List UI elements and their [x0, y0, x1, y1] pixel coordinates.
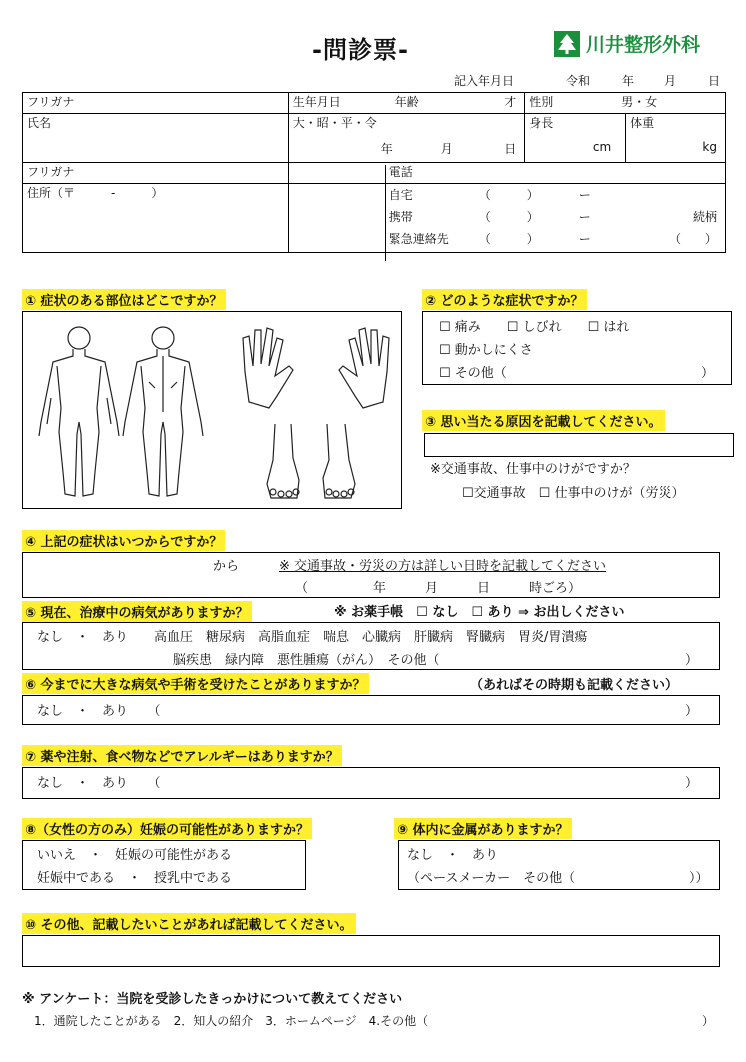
emergency-paren-close: ）	[526, 232, 539, 246]
date-label: 記入年月日	[454, 74, 515, 88]
body-back-icon	[123, 327, 203, 496]
body-diagram-icon	[23, 312, 401, 508]
date-era: 令和	[566, 74, 591, 88]
mobile-dash: ー	[578, 210, 591, 224]
q6-row-close: ）	[685, 704, 699, 719]
q1-label: ① 症状のある部位はどこですか？	[22, 289, 226, 310]
birthdate-age-cell[interactable]	[288, 93, 525, 114]
survey-options[interactable]: 1．通院したことがある 2．知人の紹介 3．ホームページ 4.その他（	[34, 1014, 429, 1028]
height-unit: cm	[592, 140, 612, 154]
personal-info-table	[22, 92, 726, 253]
feet-icon	[267, 424, 355, 498]
furigana2-label: フリガナ	[27, 165, 75, 179]
q5-row2[interactable]: 脳疾患 緑内障 悪性腫瘍（がん） その他（	[173, 653, 440, 668]
mobile-paren-open: （	[478, 210, 491, 224]
furigana-label: フリガナ	[27, 95, 75, 109]
q4-note: ※ 交通事故・労災の方は詳しい日時を記載してください	[279, 559, 607, 574]
q10-other-input[interactable]	[22, 935, 720, 967]
q6-note: （あればその時期も記載ください）	[470, 678, 679, 693]
q10-label: ⑩ その他、記載したいことがあれば記載してください。	[22, 913, 356, 934]
relation-label: 続柄	[692, 210, 717, 224]
q2-options-row1[interactable]: ☐ 痛み ☐ しびれ ☐ はれ	[439, 320, 630, 335]
date-year: 年	[622, 74, 635, 88]
home-paren-close: ）	[526, 188, 539, 202]
age-unit: 才	[504, 95, 517, 109]
q9-metal-box[interactable]	[398, 840, 720, 890]
q5-medicine-notebook[interactable]: ※ お薬手帳 ☐ なし ☐ あり ⇒ お出しください	[334, 605, 625, 620]
mobile-paren-close: ）	[526, 210, 539, 224]
q6-label: ⑥ 今までに大きな病気や手術を受けたことがありますか？	[22, 673, 369, 694]
clinic-name: 川井整形外科	[586, 34, 701, 56]
hands-icon	[243, 328, 389, 408]
birthdate-label: 生年月日	[292, 95, 341, 109]
q9-row2-close: ））	[689, 871, 709, 886]
age-label: 年齢	[394, 95, 419, 109]
q2-symptom-box	[422, 311, 732, 385]
body-front-icon	[39, 327, 119, 496]
furigana-cell[interactable]	[23, 93, 289, 114]
phone-cell[interactable]	[288, 184, 725, 253]
q7-row[interactable]: なし ・ あり （	[37, 776, 161, 791]
survey-close: ）	[702, 1014, 715, 1028]
q3-label: ③ 思い当たる原因を記載してください。	[422, 410, 665, 431]
q4-from: から	[213, 559, 240, 574]
emergency-dash: ー	[578, 232, 591, 246]
era-options[interactable]: 大・昭・平・令	[292, 116, 377, 130]
q8-pregnancy-box[interactable]	[22, 840, 306, 890]
date-day: 日	[708, 74, 721, 88]
survey-title: ※ アンケート：当院を受診したきっかけについて教えてください	[22, 992, 403, 1007]
sex-cell[interactable]	[525, 93, 726, 114]
q2-options-row3[interactable]: ☐ その他（	[439, 366, 507, 381]
address-label: 住所（〒 - ）	[27, 186, 164, 200]
q5-row2-close: ）	[685, 653, 699, 668]
mobile-label: 携帯	[388, 210, 413, 224]
q7-label: ⑦ 薬や注射、食べ物などでアレルギーはありますか？	[22, 745, 342, 766]
q9-row2[interactable]: （ペースメーカー その他（	[407, 871, 576, 886]
q6-history-box[interactable]	[22, 695, 720, 725]
q9-row1[interactable]: なし ・ あり	[407, 848, 499, 863]
q5-label: ⑤ 現在、治療中の病気がありますか？	[22, 601, 252, 622]
q8-label: ⑧（女性の方のみ）妊娠の可能性がありますか？	[22, 818, 312, 839]
sex-options[interactable]: 男・女	[621, 95, 658, 109]
phone-header-cell	[288, 163, 725, 184]
q6-row[interactable]: なし ・ あり （	[37, 704, 161, 719]
birth-day-label: 日	[504, 142, 517, 156]
q2-options-row2[interactable]: ☐ 動かしにくさ	[439, 343, 533, 358]
page-title: -問診票-	[312, 36, 409, 64]
name-cell[interactable]	[23, 114, 289, 163]
phone-label: 電話	[388, 165, 413, 179]
q3-options[interactable]: ☐交通事故 ☐ 仕事中のけが（労災）	[462, 486, 685, 501]
emergency-paren-open: （	[478, 232, 491, 246]
q5-disease-box[interactable]	[22, 622, 720, 670]
weight-label: 体重	[630, 116, 655, 130]
name-label: 氏名	[27, 116, 52, 130]
height-label: 身長	[529, 116, 554, 130]
relation-paren: （ ）	[668, 232, 717, 246]
sex-label: 性別	[529, 95, 554, 109]
home-paren-open: （	[478, 188, 491, 202]
weight-cell[interactable]	[626, 114, 726, 163]
home-dash: ー	[578, 188, 591, 202]
emergency-label: 緊急連絡先	[388, 232, 449, 246]
q4-onset-box[interactable]	[22, 552, 720, 598]
tree-icon	[554, 31, 580, 57]
q2-label: ② どのような症状ですか？	[422, 289, 587, 310]
q4-date-row: （ 年 月 日 時ごろ）	[295, 581, 582, 596]
clinic-logo	[554, 30, 700, 57]
q8-row1[interactable]: いいえ ・ 妊娠の可能性がある	[37, 848, 233, 863]
q3-note: ※交通事故、仕事中のけがですか？	[430, 462, 636, 477]
q2-row3-close: ）	[701, 366, 715, 381]
weight-unit: kg	[702, 140, 717, 154]
furigana2-cell[interactable]	[23, 163, 289, 184]
q1-body-diagram-box[interactable]	[22, 311, 402, 509]
phone-divider	[385, 165, 386, 261]
q7-row-close: ）	[685, 776, 699, 791]
birth-year-label: 年	[380, 142, 393, 156]
birthdate-value-cell[interactable]	[288, 114, 525, 163]
home-label: 自宅	[388, 188, 413, 202]
height-cell[interactable]	[525, 114, 626, 163]
q4-label: ④ 上記の症状はいつからですか？	[22, 530, 225, 551]
q3-cause-input[interactable]	[424, 433, 734, 457]
date-month: 月	[664, 74, 677, 88]
q8-row2[interactable]: 妊娠中である ・ 授乳中である	[37, 871, 233, 886]
address-cell[interactable]	[23, 184, 289, 253]
q9-label: ⑨ 体内に金属がありますか？	[394, 818, 572, 839]
q5-row1[interactable]: なし ・ あり 高血圧 糖尿病 高脂血症 喘息 心臓病 肝臓病 腎臓病 胃炎/胃潰瘍	[37, 630, 588, 645]
q7-allergy-box[interactable]	[22, 767, 720, 799]
birth-month-label: 月	[440, 142, 453, 156]
